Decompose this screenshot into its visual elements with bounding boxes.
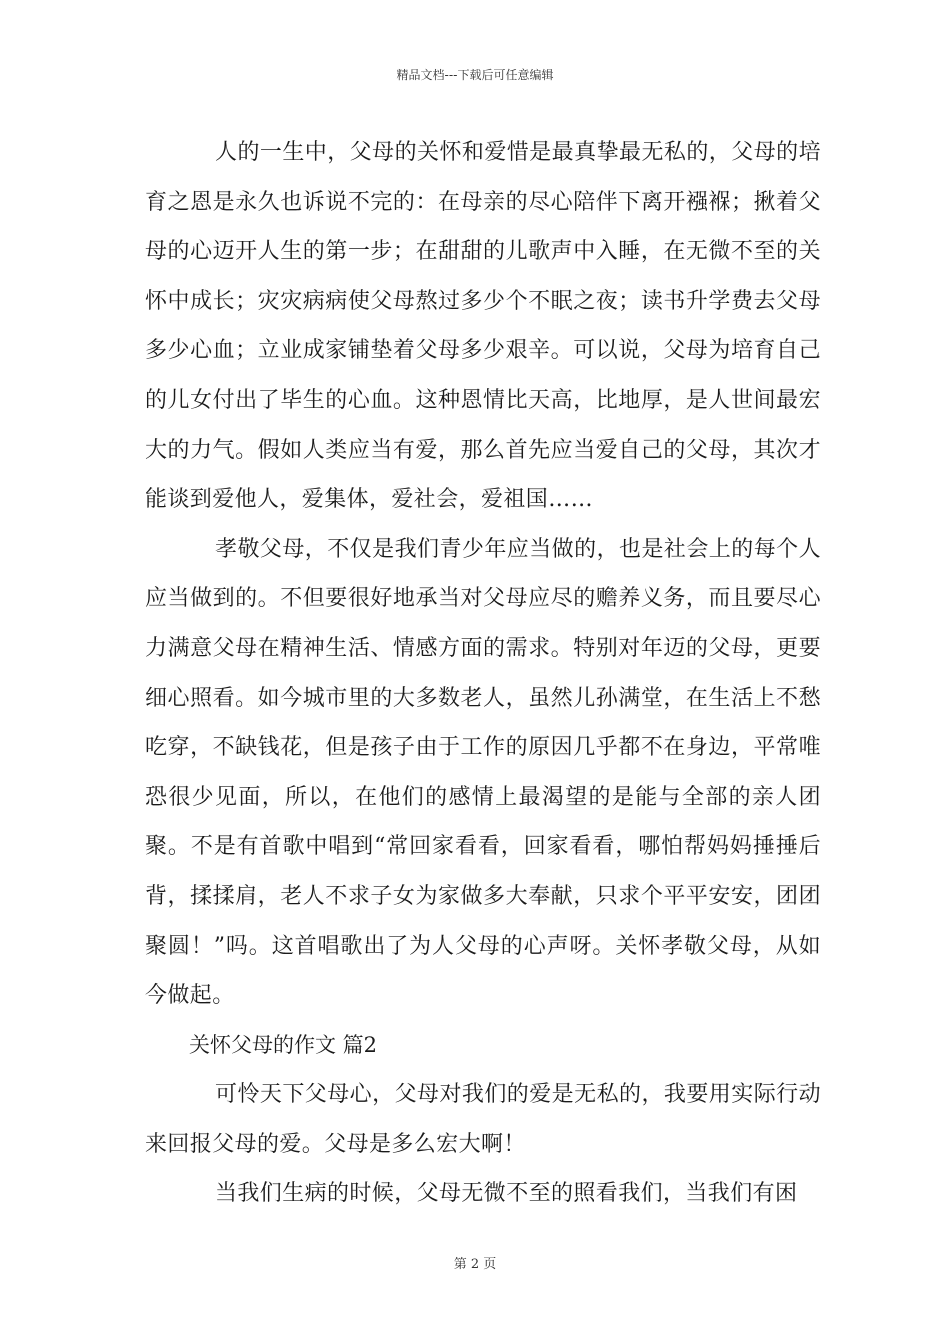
- paragraph-1: 人的一生中，父母的关怀和爱惜是最真挚最无私的，父母的培育之恩是永久也诉说不完的：在母亲的尽心陪伴下离开襁褓；揪着父母的心迈开人生的第一步；在甜甜的儿歌声中入睡，在无微不至的关怀中成长；灾灾病病使父母熬过多少个不眠之夜；读书升学费去父母多少心血；立业成家铺垫着父母多少艰辛。可以说，父母为培育自己的儿女付出了毕生的心血。这种恩情比天高，比地厚，是人世间最宏大的力气。假如人类应当有爱，那么首先应当爱自己的父母，其次才能谈到爱他人，爱集体，爱社会，爱祖国……: [145, 140, 821, 513]
- page-number: 第 2 页: [453, 1257, 497, 1272]
- document-body: [145, 128, 821, 1219]
- page-header: 精品文档---下载后可任意编辑: [396, 68, 554, 82]
- paragraph-2: 孝敬父母，不仅是我们青少年应当做的，也是社会上的每个人应当做到的。不但要很好地承当对父母应尽的赡养义务，而且要尽心力满意父母在精神生活、情感方面的需求。特别对年迈的父母，更要细心照看。如今城市里的大多数老人，虽然儿孙满堂，在生活上不愁吃穿，不缺钱花，但是孩子由于工作的原因几乎都不在身边，平常唯恐很少见面，所以，在他们的感情上最渴望的是能与全部的亲人团聚。不是有首歌中唱到“常回家看看，回家看看，哪怕帮妈妈捶捶后背，揉揉肩，老人不求子女为家做多大奉献，只求个平平安安，团团聚圆！”吗。这首唱歌出了为人父母的心声呀。关怀孝敬父母，从如今做起。: [145, 536, 821, 1009]
- paragraph-4: 当我们生病的时候，父母无微不至的照看我们，当我们有困: [215, 1181, 798, 1207]
- paragraph-3: 可怜天下父母心，父母对我们的爱是无私的，我要用实际行动来回报父母的爱。父母是多么宏大啊！: [145, 1082, 821, 1157]
- section-title: 关怀父母的作文 篇2: [189, 1032, 378, 1057]
